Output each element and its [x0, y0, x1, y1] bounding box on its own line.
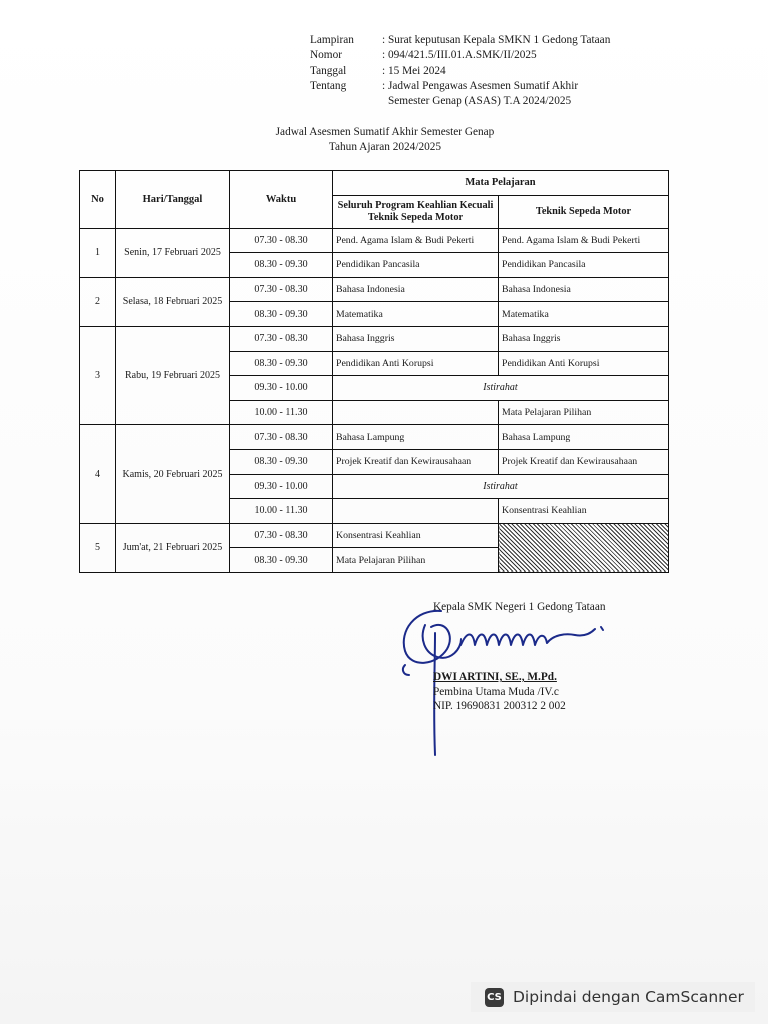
cell-break: Istirahat	[333, 474, 669, 499]
header-col-b: Teknik Sepeda Motor	[499, 195, 669, 228]
cell-time: 07.30 - 08.30	[230, 425, 333, 450]
cell-time: 08.30 - 09.30	[230, 253, 333, 278]
cell-subject-tsm: Bahasa Lampung	[499, 425, 669, 450]
cell-subject-tsm: Bahasa Indonesia	[499, 277, 669, 302]
cell-date: Selasa, 18 Februari 2025	[116, 277, 230, 326]
header-continuation: Semester Genap (ASAS) T.A 2024/2025	[388, 95, 572, 108]
cell-subject-general: Pend. Agama Islam & Budi Pekerti	[333, 228, 499, 253]
header-no: No	[80, 171, 116, 229]
cell-not-applicable-hatched	[499, 523, 669, 572]
cell-subject-general: Bahasa Indonesia	[333, 277, 499, 302]
table-row	[80, 228, 669, 253]
cell-subject-tsm: Mata Pelajaran Pilihan	[499, 400, 669, 425]
cell-subject-general: Projek Kreatif dan Kewirausahaan	[333, 449, 499, 474]
letter-header	[310, 33, 710, 109]
signatory-name: DWI ARTINI, SE., M.Pd.	[433, 671, 557, 683]
cell-time: 08.30 - 09.30	[230, 449, 333, 474]
cell-subject-general: Pendidikan Anti Korupsi	[333, 351, 499, 376]
signature-title: Kepala SMK Negeri 1 Gedong Tataan	[433, 601, 606, 613]
cell-no: 1	[80, 228, 116, 277]
cell-no: 3	[80, 326, 116, 424]
cell-date: Jum'at, 21 Februari 2025	[116, 523, 230, 572]
header-row-tentang	[310, 79, 710, 94]
header-label: Tanggal	[310, 64, 347, 77]
cell-date: Rabu, 19 Februari 2025	[116, 326, 230, 424]
header-value: : 094/421.5/III.01.A.SMK/II/2025	[382, 49, 537, 62]
header-label: Lampiran	[310, 34, 354, 46]
cell-no: 5	[80, 523, 116, 572]
header-label: Nomor	[310, 49, 343, 62]
header-time: Waktu	[230, 171, 333, 229]
header-label: Tentang	[310, 79, 347, 92]
camscanner-text: Dipindai dengan CamScanner	[513, 988, 744, 1006]
cell-no: 4	[80, 425, 116, 523]
cell-subject-tsm: Pendidikan Anti Korupsi	[499, 351, 669, 376]
cell-subject-tsm: Pend. Agama Islam & Budi Pekerti	[499, 228, 669, 253]
cell-subject-general	[333, 400, 499, 425]
cell-time: 07.30 - 08.30	[230, 523, 333, 548]
document-title	[190, 125, 580, 154]
cell-time: 09.30 - 10.00	[230, 474, 333, 499]
header-row-lampiran	[310, 33, 710, 48]
header-day: Hari/Tanggal	[116, 171, 230, 229]
cell-date: Senin, 17 Februari 2025	[116, 228, 230, 277]
table-row	[80, 425, 669, 450]
header-value: : 15 Mei 2024	[382, 64, 446, 77]
cell-time: 07.30 - 08.30	[230, 228, 333, 253]
schedule-table	[79, 170, 669, 573]
cell-subject-general: Bahasa Lampung	[333, 425, 499, 450]
cell-date: Kamis, 20 Februari 2025	[116, 425, 230, 523]
signature-block	[433, 670, 566, 714]
cell-no: 2	[80, 277, 116, 326]
cell-subject-tsm: Matematika	[499, 302, 669, 327]
cell-subject-general: Mata Pelajaran Pilihan	[333, 548, 499, 573]
cell-time: 08.30 - 09.30	[230, 351, 333, 376]
signatory-nip: NIP. 19690831 200312 2 002	[433, 700, 566, 713]
cell-subject-tsm: Pendidikan Pancasila	[499, 253, 669, 278]
header-value: : Surat keputusan Kepala SMKN 1 Gedong Tataan	[382, 34, 611, 46]
header-value: : Jadwal Pengawas Asesmen Sumatif Akhir	[382, 79, 579, 92]
title-line-2: Tahun Ajaran 2024/2025	[328, 140, 442, 153]
camscanner-logo-icon: CS	[485, 988, 504, 1007]
cell-subject-general: Matematika	[333, 302, 499, 327]
cell-break: Istirahat	[333, 376, 669, 401]
table-header-row	[80, 171, 669, 196]
schedule-body	[80, 228, 669, 572]
table-row	[80, 523, 669, 548]
header-row-nomor	[310, 48, 710, 63]
header-row-tanggal	[310, 64, 710, 79]
cell-time: 08.30 - 09.30	[230, 302, 333, 327]
title-line-1: Jadwal Asesmen Sumatif Akhir Semester Genap	[275, 126, 495, 138]
header-subject-group: Mata Pelajaran	[333, 171, 669, 196]
table-row	[80, 326, 669, 351]
cell-subject-tsm: Konsentrasi Keahlian	[499, 499, 669, 524]
cell-time: 10.00 - 11.30	[230, 499, 333, 524]
cell-time: 07.30 - 08.30	[230, 326, 333, 351]
signatory-rank: Pembina Utama Muda /IV.c	[433, 685, 559, 698]
header-col-a: Seluruh Program Keahlian Kecuali Teknik Sepeda Motor	[333, 195, 499, 228]
camscanner-watermark	[471, 982, 755, 1012]
table-row	[80, 277, 669, 302]
cell-time: 10.00 - 11.30	[230, 400, 333, 425]
cell-subject-tsm: Projek Kreatif dan Kewirausahaan	[499, 449, 669, 474]
cell-time: 07.30 - 08.30	[230, 277, 333, 302]
cell-time: 09.30 - 10.00	[230, 376, 333, 401]
cell-subject-general	[333, 499, 499, 524]
cell-time: 08.30 - 09.30	[230, 548, 333, 573]
cell-subject-general: Konsentrasi Keahlian	[333, 523, 499, 548]
cell-subject-general: Bahasa Inggris	[333, 326, 499, 351]
cell-subject-general: Pendidikan Pancasila	[333, 253, 499, 278]
cell-subject-tsm: Bahasa Inggris	[499, 326, 669, 351]
